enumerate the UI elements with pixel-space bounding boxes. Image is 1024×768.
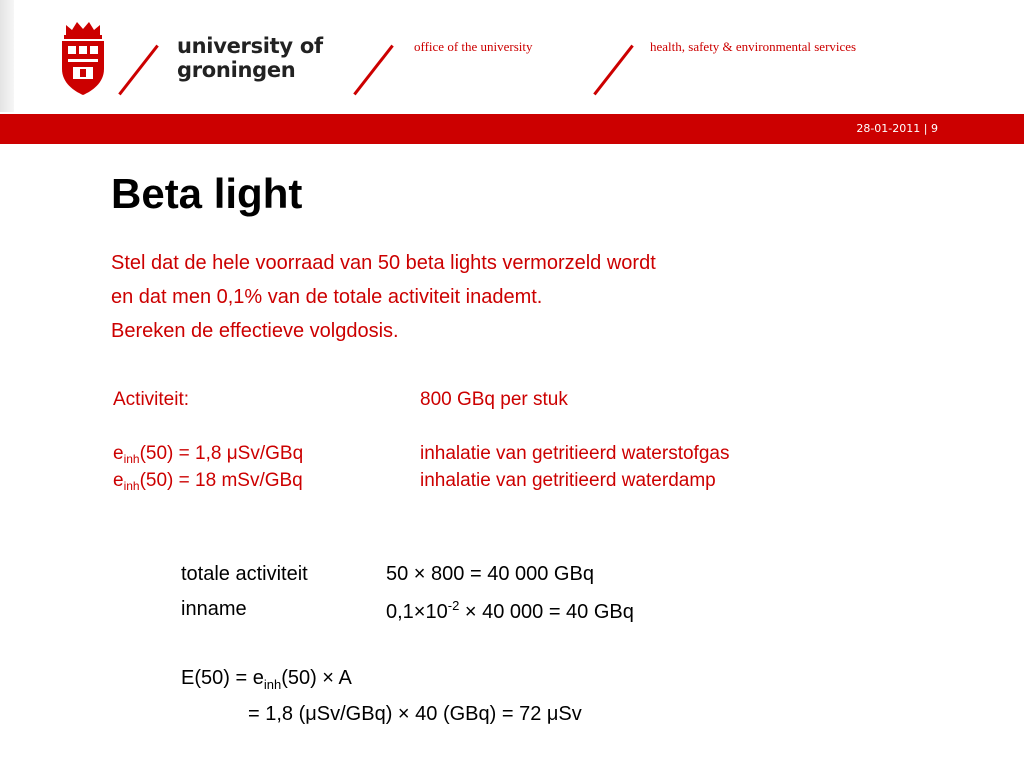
intro-line: Bereken de effectieve volgdosis.: [111, 320, 399, 342]
slide-separator: |: [923, 122, 928, 135]
intro-text: [111, 246, 656, 348]
coefficient-row-1: [113, 443, 730, 466]
coefficient-description: inhalatie van getritieerd waterdamp: [420, 470, 716, 491]
header-divider-1: [118, 45, 159, 96]
slide-title: Beta light: [111, 170, 303, 217]
logo-line-1: university of: [177, 34, 323, 58]
activity-value: 800 GBq per stuk: [420, 389, 568, 410]
intro-line: Stel dat de hele voorraad van 50 beta lights vermorzeld wordt: [111, 252, 656, 274]
slide-date-page: [856, 122, 938, 135]
intake-label: inname: [181, 598, 247, 620]
coefficient-row-2: [113, 470, 716, 493]
activity-row: [113, 389, 568, 411]
total-activity-value: 50 × 800 = 40 000 GBq: [386, 563, 594, 585]
university-crest-icon: [58, 19, 108, 97]
intake-value: $0,1\times 10^{-2} \times 40$ 000 = 40 GBq: [386, 598, 634, 623]
dose-result: = 1,8 (μSv/GBq) × 40 (GBq) = 72 μSv: [248, 703, 582, 725]
university-logotype: [177, 34, 323, 82]
office-link[interactable]: office of the university: [414, 39, 533, 54]
header-divider-3: [593, 45, 634, 96]
coefficient-description: inhalatie van getritieerd waterstofgas: [420, 443, 730, 464]
dose-formula: $E(50) = e_{inh}(50) \times A$: [181, 667, 352, 692]
hse-link[interactable]: health, safety & environmental services: [650, 39, 857, 54]
slide-date: 28-01-2011: [856, 122, 921, 135]
left-edge-shade: [0, 0, 14, 112]
slide-page-number: 9: [931, 122, 938, 135]
logo-line-2: groningen: [177, 58, 296, 82]
intake-row: [181, 598, 634, 623]
coefficient-formula: $e_{inh}(50) = 1,8$ μSv/GBq: [113, 443, 304, 466]
total-activity-row: [181, 563, 594, 586]
total-activity-label: totale activiteit: [181, 563, 308, 585]
intro-line: en dat men 0,1% van de totale activiteit inademt.: [111, 286, 543, 308]
coefficient-formula: $e_{inh}(50) = 18$ mSv/GBq: [113, 470, 303, 493]
activity-label: Activiteit:: [113, 389, 190, 410]
header-divider-2: [353, 45, 394, 96]
